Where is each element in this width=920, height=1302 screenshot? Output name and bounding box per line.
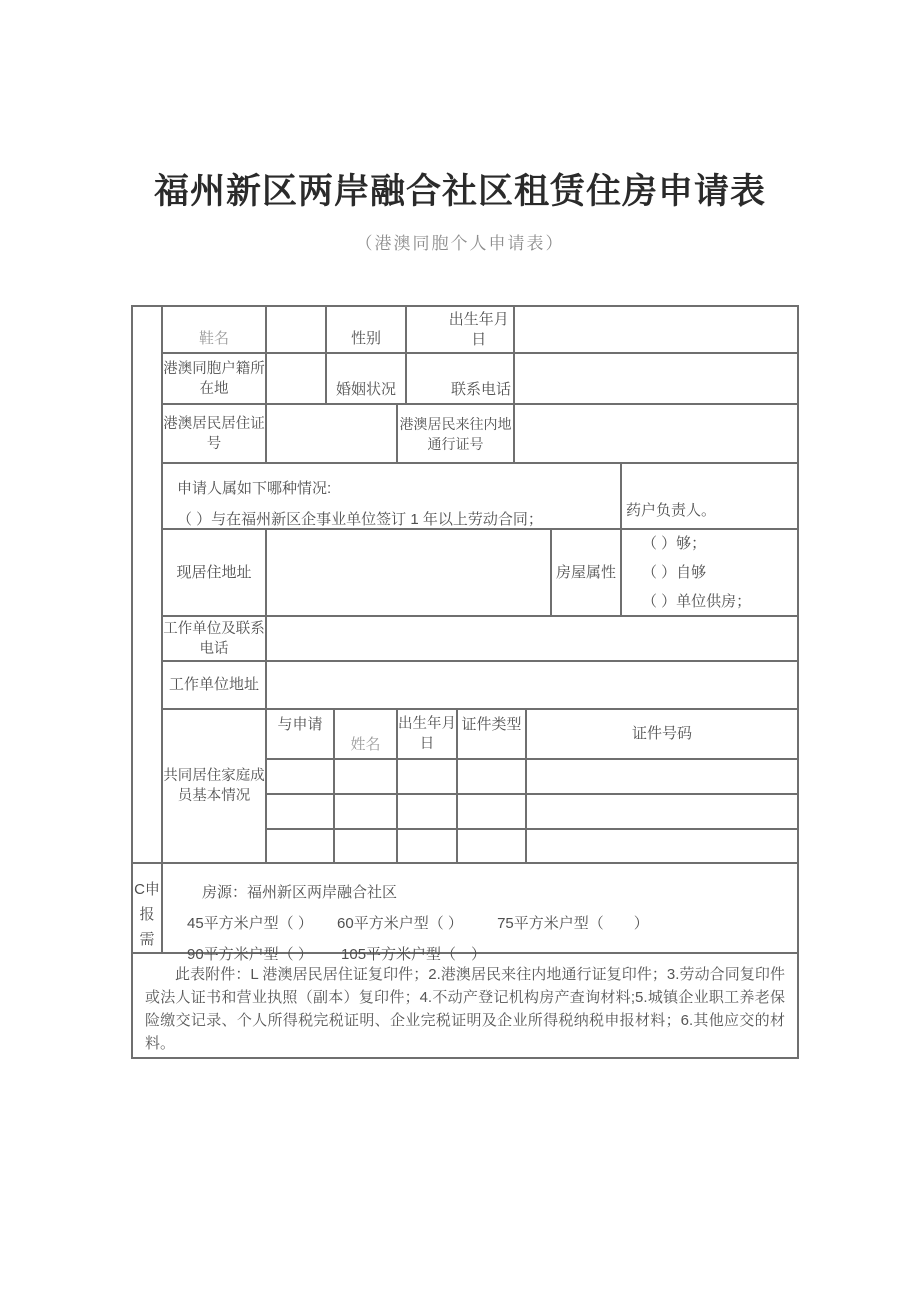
- family-header-name: 姓名: [335, 710, 398, 760]
- dob-value-cell: [515, 307, 797, 354]
- hukou-value-cell: [267, 354, 327, 405]
- family-member-cell: [398, 760, 458, 795]
- form-title: 福州新区两岸融合社区租赁住房申请表: [153, 172, 766, 211]
- option-90sqm: 90平方米户型（ ）: [187, 946, 313, 963]
- attachments-note: 此表附件：L 港澳居民居住证复印件；2.港澳居民来往内地通行证复印件；3.劳动合同复印件或法人证书和营业执照（副本）复印件；4.不动产登记机构房产查询材料;5.城镇企业职工养老保险缴交记录、个人所得税完税证明、企业完税证明及企业所得税纳税申报材料；6.其他应交的材料。: [145, 966, 785, 1052]
- current-address-value-cell: [267, 530, 552, 617]
- employer-label: 工作单位及联系电话: [163, 617, 267, 662]
- employer-value-cell: [267, 617, 797, 662]
- residence-permit-value-cell: [267, 405, 398, 464]
- family-member-cell: [267, 795, 335, 830]
- family-header-relation: 与申请: [267, 710, 335, 760]
- option-45sqm: 45平方米户型（ ）: [187, 915, 313, 932]
- marital-status-label: 婚姻状况: [327, 354, 407, 405]
- current-address-label: 现居住地址: [163, 530, 267, 617]
- household-head-note: 药户负责人。: [622, 464, 797, 530]
- name-label: 鞋名: [163, 307, 267, 354]
- family-member-cell: [398, 830, 458, 864]
- work-address-value-cell: [267, 662, 797, 710]
- family-member-cell: [267, 760, 335, 795]
- family-header-dob: 出生年月日: [398, 710, 458, 760]
- property-option-rent: （ ）够；: [642, 535, 707, 552]
- family-member-cell: [335, 830, 398, 864]
- property-option-employer-housing: （ ）单位供房；: [642, 593, 752, 610]
- dob-label: 出生年月日: [407, 307, 515, 354]
- family-member-cell: [335, 760, 398, 795]
- property-option-own: （ ）自够: [642, 564, 707, 581]
- property-options-cell: [622, 530, 797, 617]
- option-75sqm: 75平方米户型（ ）: [497, 915, 649, 932]
- family-member-cell: [527, 760, 797, 795]
- family-header-id-number: 证件号码: [527, 710, 797, 760]
- option-105sqm: 105平方米户型（ ）: [341, 946, 487, 963]
- travel-permit-value-cell: [515, 405, 797, 464]
- phone-value-cell: [515, 354, 797, 405]
- hukou-label: 港澳同胞户籍所在地: [163, 354, 267, 405]
- residence-permit-label: 港澳居民居住证号: [163, 405, 267, 464]
- family-member-cell: [458, 830, 527, 864]
- family-member-cell: [335, 795, 398, 830]
- family-member-cell: [527, 795, 797, 830]
- situation-title: 申请人属如下哪种情况:: [177, 480, 332, 497]
- application-form-table: [131, 305, 799, 1059]
- situation-option-labor-contract: （ ）与在福州新区企事业单位签订 1 年以上劳动合同；: [177, 511, 543, 528]
- family-member-cell: [398, 795, 458, 830]
- family-member-cell: [527, 830, 797, 864]
- form-subtitle: （港澳同胞个人申请表）: [355, 234, 565, 253]
- housing-source-line: 房源：福州新区两岸融合社区: [202, 884, 398, 901]
- name-value-cell: [267, 307, 327, 354]
- family-members-section-label: 共同居住家庭成员基本情况: [163, 710, 267, 864]
- family-header-id-type: 证件类型: [458, 710, 527, 760]
- left-section-column: [133, 307, 163, 864]
- work-address-label: 工作单位地址: [163, 662, 267, 710]
- applicant-situation-cell: [163, 464, 622, 530]
- housing-selection-cell: [163, 864, 797, 963]
- phone-label: 联系电话: [407, 354, 515, 405]
- family-member-cell: [458, 760, 527, 795]
- property-type-label: 房屋属性: [552, 530, 622, 617]
- family-member-cell: [458, 795, 527, 830]
- family-member-cell: [267, 830, 335, 864]
- gender-label: 性别: [327, 307, 407, 354]
- option-60sqm: 60平方米户型（ ）: [337, 915, 463, 932]
- housing-size-options-row1: [187, 908, 797, 939]
- section-c-label: C申 报 需: [133, 864, 163, 954]
- travel-permit-label: 港澳居民来往内地通行证号: [398, 405, 515, 464]
